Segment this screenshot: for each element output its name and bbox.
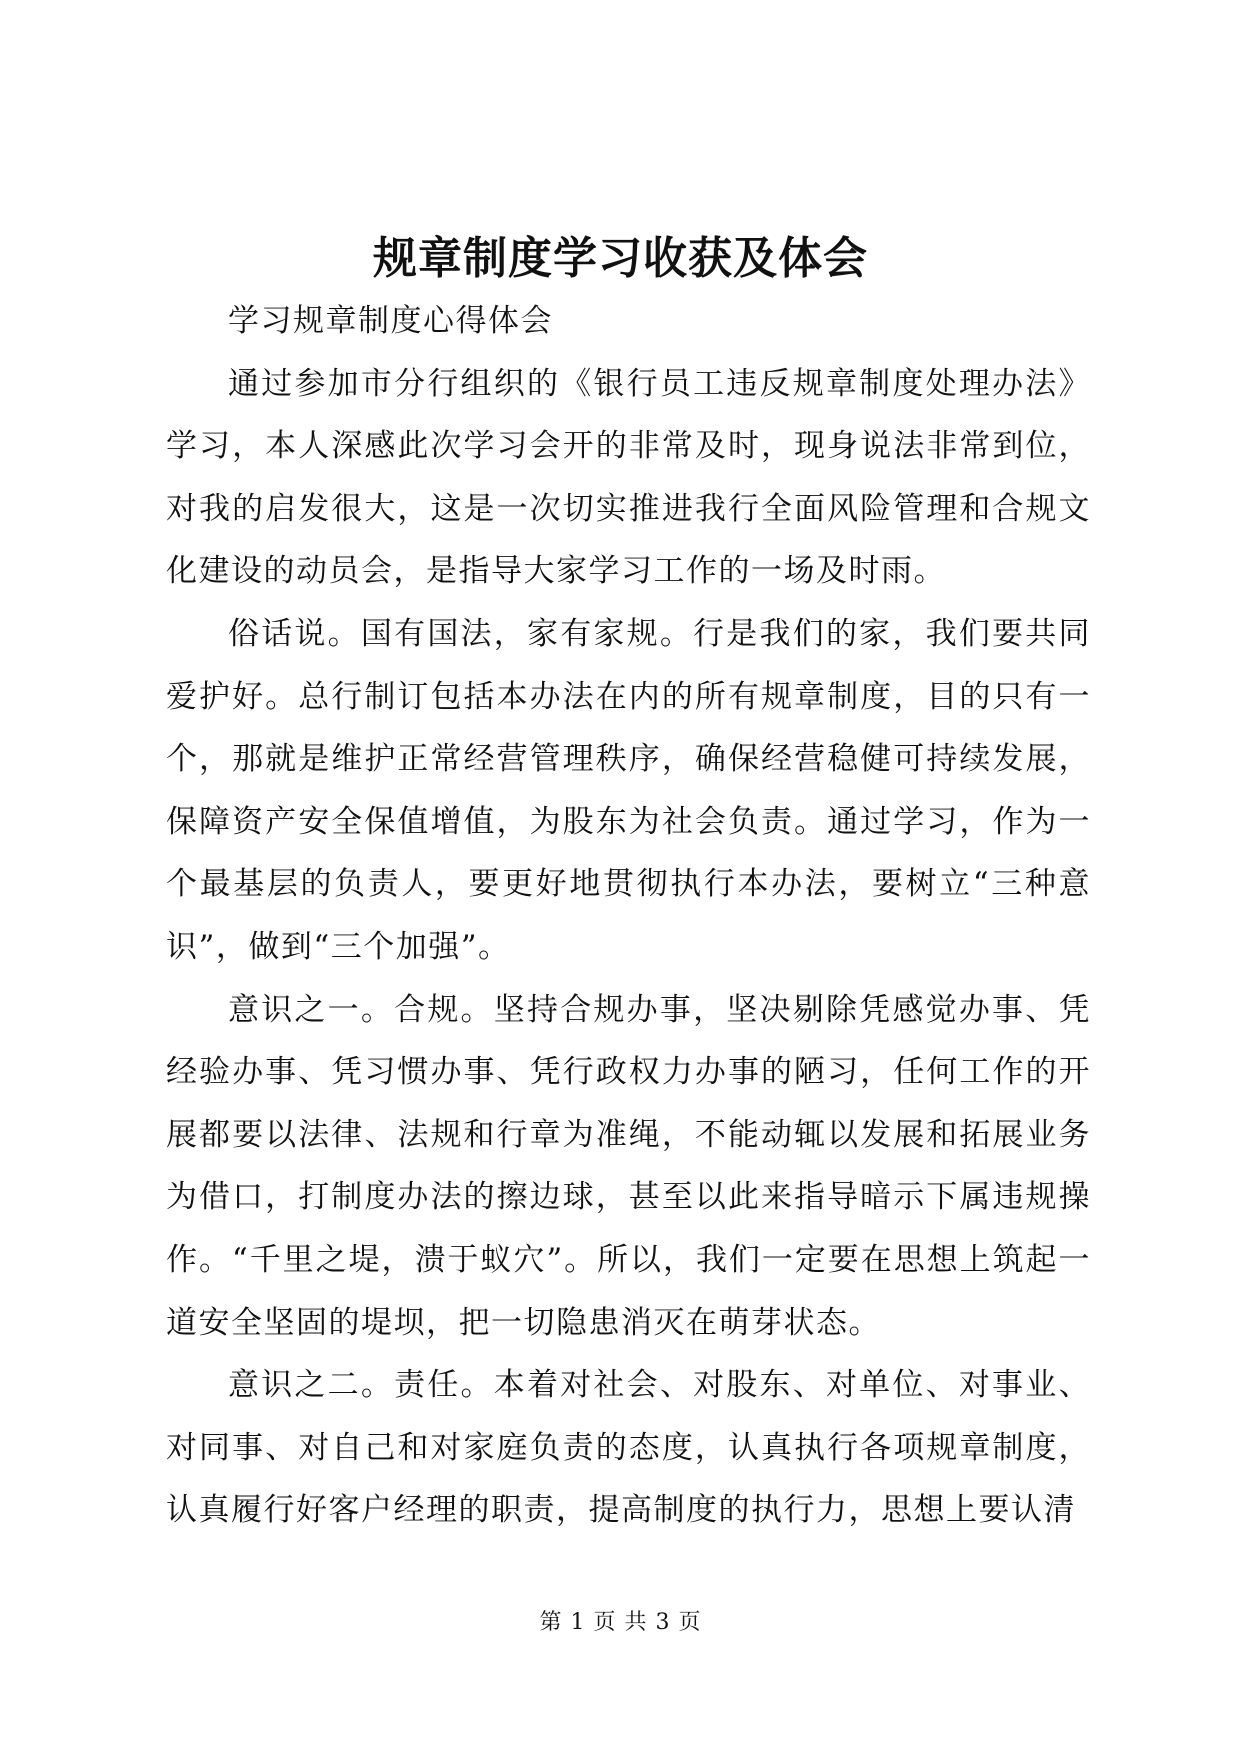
paragraph: 俗话说。国有国法，家有家规。行是我们的家，我们要共同爱护好。总行制订包括本办法在内的所有规章制度，目的只有一个，那就是维护正常经营管理秩序，确保经营稳健可持续发展，保障资产安全保值增值，为股东为社会负责。通过学习，作为一个最基层的负责人，要更好地贯彻执行本办法，要树立“三种意识”，做到“三个加强”。 [166,615,1091,965]
paragraph: 意识之一。合规。坚持合规办事，坚决剔除凭感觉办事、凭经验办事、凭习惯办事、凭行政权力办事的陋习，任何工作的开展都要以法律、法规和行章为准绳，不能动辄以发展和拓展业务为借口，打制度办法的擦边球，甚至以此来指导暗示下属违规操作。“千里之堤，溃于蚁穴”。所以，我们一定要在思想上筑起一道安全坚固的堤坝，把一切隐患消灭在萌芽状态。 [166,991,1091,1341]
document-body [166,290,1091,1542]
page-footer: 第 1 页 共 3 页 [539,1610,702,1635]
paragraph: 意识之二。责任。本着对社会、对股东、对单位、对事业、对同事、对自己和对家庭负责的态度，认真执行各项规章制度，认真履行好客户经理的职责，提高制度的执行力，思想上要认清 [166,1367,1091,1529]
paragraph: 通过参加市分行组织的《银行员工违反规章制度处理办法》学习，本人深感此次学习会开的非常及时，现身说法非常到位，对我的启发很大，这是一次切实推进我行全面风险管理和合规文化建设的动员会，是指导大家学习工作的一场及时雨。 [166,365,1091,590]
paragraph-subtitle: 学习规章制度心得体会 [228,303,553,339]
document-title: 规章制度学习收获及体会 [373,233,868,284]
